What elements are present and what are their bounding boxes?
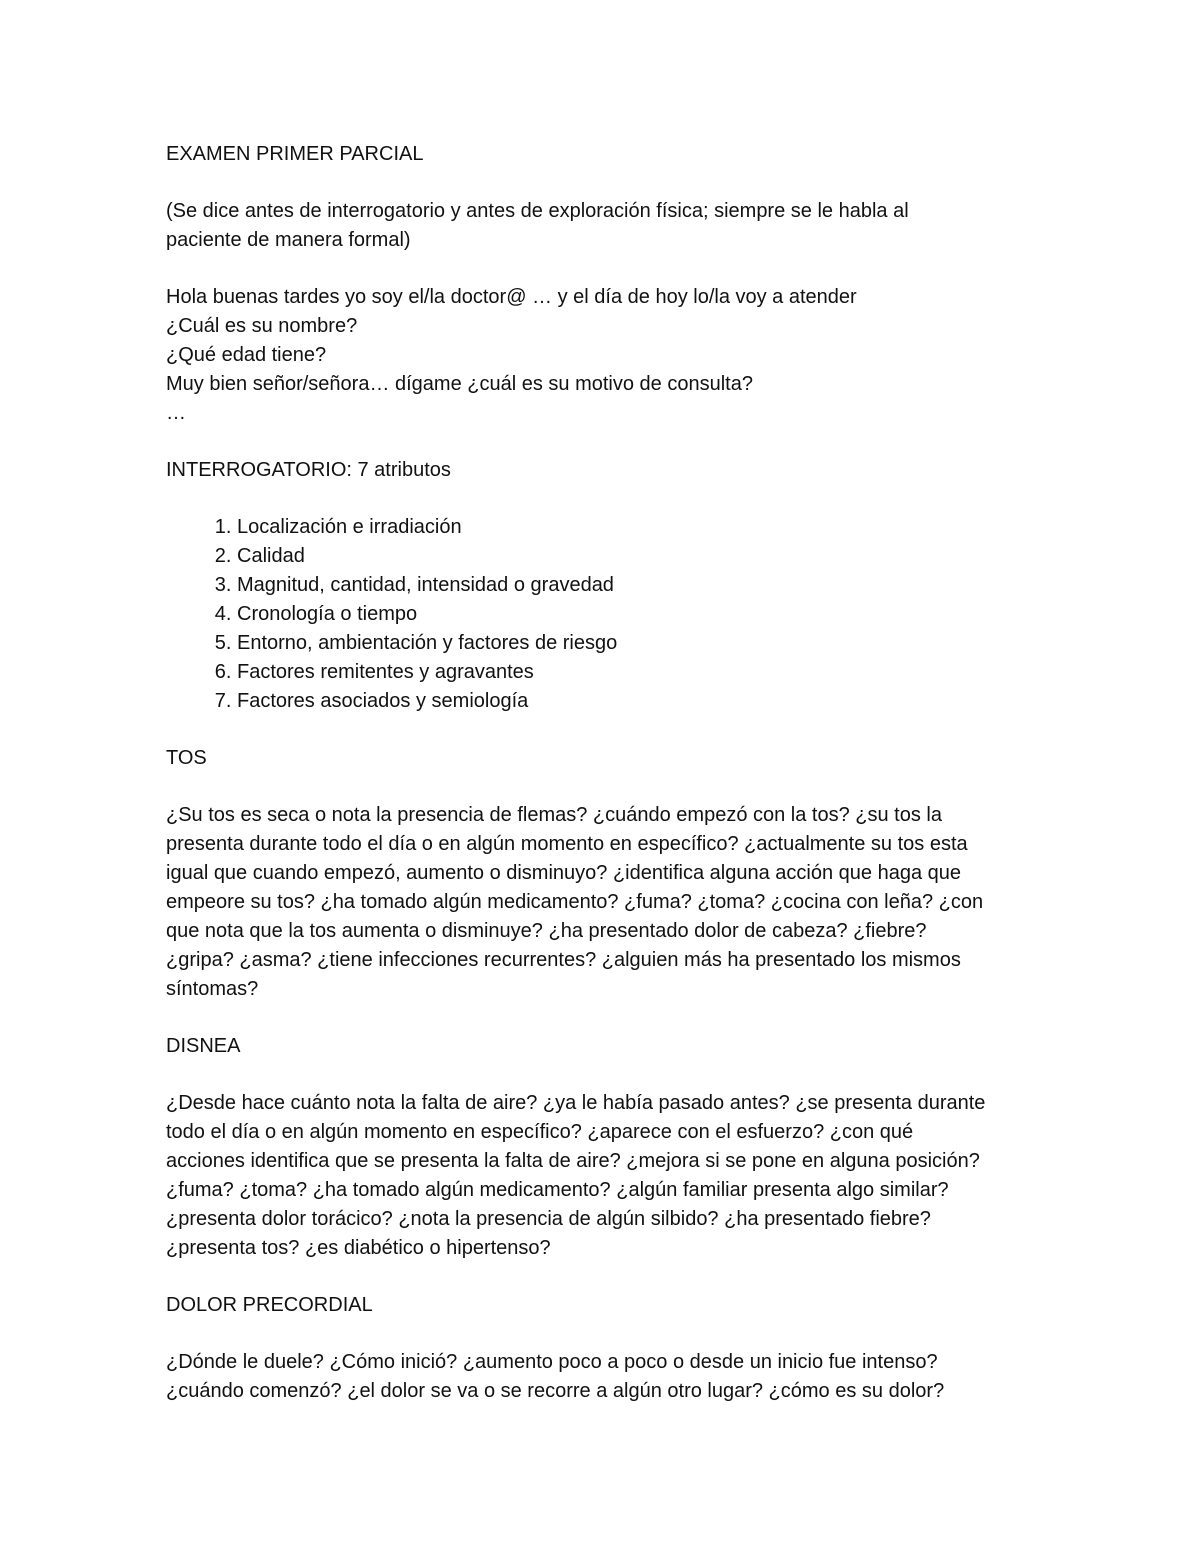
note-line: paciente de manera formal) [166, 229, 411, 251]
greeting-line: … [166, 402, 186, 424]
note-line: (Se dice antes de interrogatorio y antes de exploración física; siempre se le habla al [166, 200, 909, 222]
tos-questions [166, 801, 1046, 1004]
disnea-line: ¿presenta dolor torácico? ¿nota la presencia de algún silbido? ¿ha presentado fiebre? [166, 1208, 931, 1230]
tos-line: presenta durante todo el día o en algún momento en específico? ¿actualmente su tos esta [166, 833, 968, 855]
tos-line: empeore su tos? ¿ha tomado algún medicamento? ¿fuma? ¿toma? ¿cocina con leña? ¿con [166, 891, 984, 913]
tos-line: síntomas? [166, 978, 259, 1000]
tos-line: que nota que la tos aumenta o disminuye? ¿ha presentado dolor de cabeza? ¿fiebre? [166, 920, 927, 942]
list-item: 6. Factores remitentes y agravantes [237, 658, 1046, 687]
list-item: 3. Magnitud, cantidad, intensidad o gravedad [237, 571, 1046, 600]
disnea-line: ¿fuma? ¿toma? ¿ha tomado algún medicamento? ¿algún familiar presenta algo similar? [166, 1179, 949, 1201]
disnea-line: acciones identifica que se presenta la falta de aire? ¿mejora si se pone en alguna posición? [166, 1150, 980, 1172]
list-item: 4. Cronología o tiempo [237, 600, 1046, 629]
greeting-line: ¿Qué edad tiene? [166, 344, 327, 366]
formality-note [166, 197, 1046, 255]
document-page [166, 140, 1046, 1434]
document-title: EXAMEN PRIMER PARCIAL [166, 143, 424, 165]
dolor-heading: DOLOR PRECORDIAL [166, 1294, 373, 1316]
list-item: 5. Entorno, ambientación y factores de riesgo [237, 629, 1046, 658]
dolor-line: ¿cuándo comenzó? ¿el dolor se va o se recorre a algún otro lugar? ¿cómo es su dolor? [166, 1380, 945, 1402]
greeting-line: ¿Cuál es su nombre? [166, 315, 358, 337]
tos-line: ¿gripa? ¿asma? ¿tiene infecciones recurrentes? ¿alguien más ha presentado los mismos [166, 949, 961, 971]
disnea-line: ¿presenta tos? ¿es diabético o hipertenso? [166, 1237, 551, 1259]
list-item: 7. Factores asociados y semiología [237, 687, 1046, 716]
dolor-questions [166, 1348, 1046, 1406]
greeting-line: Muy bien señor/señora… dígame ¿cuál es su motivo de consulta? [166, 373, 753, 395]
interrogatorio-heading: INTERROGATORIO: 7 atributos [166, 459, 451, 481]
disnea-line: todo el día o en algún momento en específico? ¿aparece con el esfuerzo? ¿con qué [166, 1121, 914, 1143]
dolor-line: ¿Dónde le duele? ¿Cómo inició? ¿aumento poco a poco o desde un inicio fue intenso? [166, 1351, 938, 1373]
greeting-script [166, 283, 1046, 428]
tos-line: ¿Su tos es seca o nota la presencia de flemas? ¿cuándo empezó con la tos? ¿su tos la [166, 804, 942, 826]
tos-heading: TOS [166, 747, 207, 769]
list-item: 2. Calidad [237, 542, 1046, 571]
tos-line: igual que cuando empezó, aumento o disminuyo? ¿identifica alguna acción que haga que [166, 862, 961, 884]
attributes-list [166, 513, 1046, 716]
greeting-line: Hola buenas tardes yo soy el/la doctor@ … y el día de hoy lo/la voy a atender [166, 286, 857, 308]
disnea-heading: DISNEA [166, 1035, 241, 1057]
list-item: 1. Localización e irradiación [237, 513, 1046, 542]
disnea-questions [166, 1089, 1046, 1263]
disnea-line: ¿Desde hace cuánto nota la falta de aire? ¿ya le había pasado antes? ¿se presenta durante [166, 1092, 986, 1114]
